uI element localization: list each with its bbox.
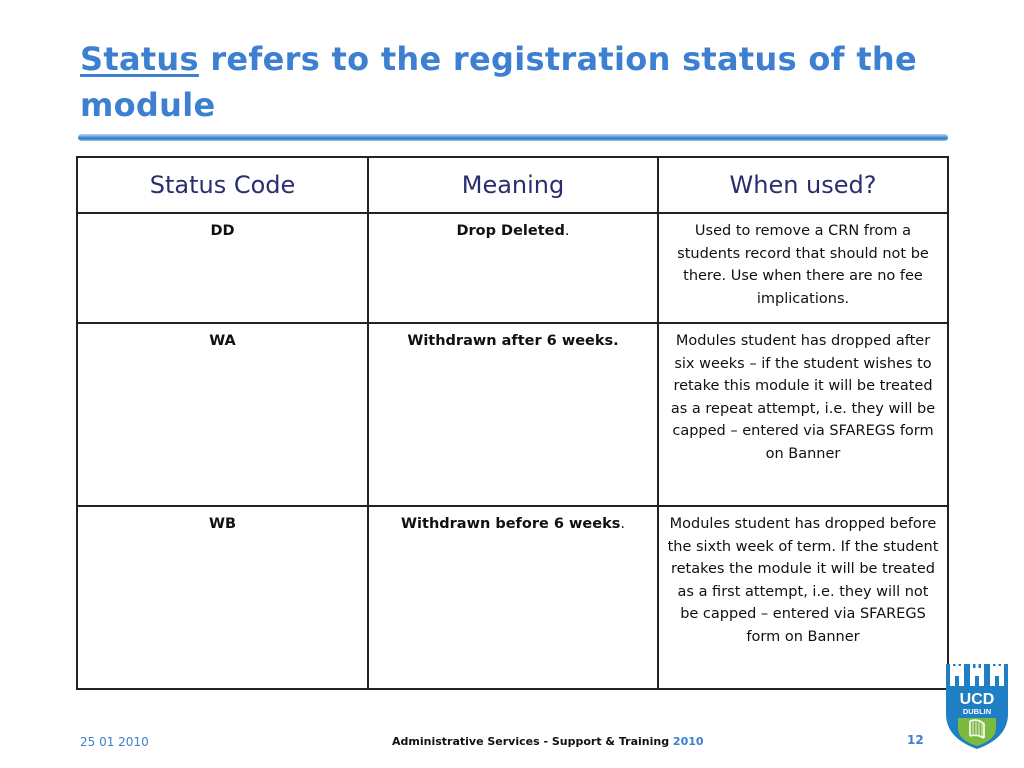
slide-title xyxy=(80,36,970,128)
table-row xyxy=(77,323,948,506)
footer-center-text: Administrative Services - Support & Training xyxy=(392,735,673,748)
meaning-text: Withdrawn before 6 weeks xyxy=(401,516,621,532)
when-used-cell: Used to remove a CRN from a students record that should not be there. Use when there are no fee implications. xyxy=(658,213,948,323)
status-table xyxy=(76,156,949,690)
meaning-text: Withdrawn after 6 weeks. xyxy=(407,333,619,349)
page-number: 12 xyxy=(907,733,924,747)
header-status-code: Status Code xyxy=(77,157,368,213)
logo-ucd-text: UCD xyxy=(959,691,995,708)
meaning-cell xyxy=(368,213,658,323)
table-row xyxy=(77,506,948,689)
meaning-suffix: . xyxy=(564,223,570,239)
status-code-cell: WA xyxy=(77,323,368,506)
when-used-cell: Modules student has dropped after six weeks – if the student wishes to retake this module it will be treated as a repeat attempt, i.e. they will be capped – entered via SFAREGS form on Banner xyxy=(658,323,948,506)
table-header-row xyxy=(77,157,948,213)
status-code-cell: DD xyxy=(77,213,368,323)
status-code-cell: WB xyxy=(77,506,368,689)
meaning-cell xyxy=(368,323,658,506)
footer-year: 2010 xyxy=(672,735,704,748)
table-row xyxy=(77,213,948,323)
logo-dublin-text: DUBLIN xyxy=(962,707,992,716)
title-keyword: Status xyxy=(80,40,199,78)
header-when-used: When used? xyxy=(658,157,948,213)
title-divider xyxy=(78,134,948,141)
meaning-cell xyxy=(368,506,658,689)
header-meaning: Meaning xyxy=(368,157,658,213)
meaning-suffix: . xyxy=(620,516,625,532)
footer-center xyxy=(392,735,704,748)
footer-date: 25 01 2010 xyxy=(80,735,149,749)
meaning-text: Drop Deleted xyxy=(456,223,565,239)
ucd-crest-icon xyxy=(944,654,1010,750)
when-used-cell: Modules student has dropped before the sixth week of term. If the student retakes the module it will be treated as a first attempt, i.e. they will not be capped – entered via SFAREGS form on Banner xyxy=(658,506,948,689)
title-rest: refers to the registration status of the module xyxy=(80,40,918,124)
